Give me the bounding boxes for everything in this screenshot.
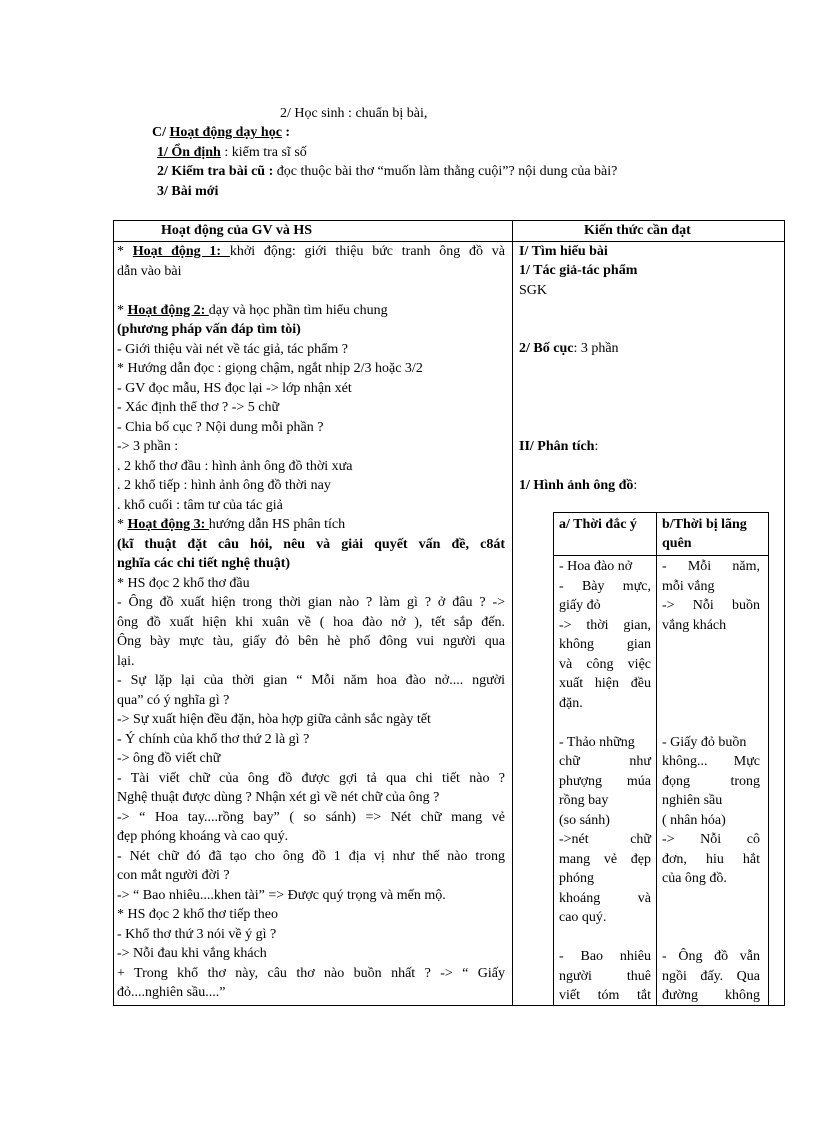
inner-table-header-divider: [553, 555, 769, 556]
left-line: -> “ Hoa tay....rồng bay” ( so sánh) => Nét chữ mang vẻ: [117, 809, 505, 825]
inner-b-line: - Mỗi năm,: [662, 559, 760, 574]
header-new-lesson: 3/ Bài mới: [157, 184, 219, 199]
inner-a-line: và công việc: [559, 656, 651, 672]
header-stabilize-label: 1/ Ổn định: [157, 145, 221, 160]
left-line: - Ý chính của khổ thơ thứ 2 là gì ?: [117, 731, 310, 747]
inner-a-line: ->nét chữ: [559, 832, 651, 847]
header-activities-suffix: :: [281, 125, 291, 140]
inner-b-line: đường không: [662, 988, 760, 1003]
inner-b-line: mỗi vắng: [662, 578, 715, 594]
left-line: -> ông đồ viết chữ: [117, 751, 221, 766]
right-structure: [519, 341, 619, 357]
left-line: * HS đọc 2 khổ thơ tiếp theo: [117, 907, 278, 922]
header-stabilize-text: : kiểm tra sĩ số: [220, 145, 307, 160]
left-line: nghĩa các chi tiết nghệ thuật): [117, 556, 291, 571]
inner-a-line: giấy đỏ: [559, 598, 601, 613]
left-line: . 2 khổ thơ đầu : hình ảnh ông đồ thời xưa: [117, 458, 353, 474]
right-structure-label: 2/ Bố cục: [519, 341, 574, 356]
inner-b-line: của ông đồ.: [662, 871, 727, 886]
left-line: Ông bày mực tàu, giấy đỏ bên hè phố đông vui người qua: [117, 634, 505, 649]
right-image-of-scholar: [519, 478, 637, 494]
left-line: đẹp phóng khoáng và cao quý.: [117, 829, 289, 844]
inner-b-line: đọng trong: [662, 773, 760, 789]
left-line: * Hoạt động 1: khởi động: giới thiệu bức tranh ông đồ và: [117, 244, 506, 259]
inner-b-line: không... Mực: [662, 754, 760, 769]
left-line: * Hướng dẫn đọc : giọng chậm, ngắt nhịp 2/3 hoặc 3/2: [117, 361, 423, 376]
left-line: -> “ Bao nhiêu....khen tài” => Được quý trọng và mến mộ.: [117, 887, 446, 903]
left-line: + Trong khổ thơ này, câu thơ nào buồn nhất ? -> “ Giấy: [117, 965, 505, 981]
right-analysis-colon: :: [594, 439, 599, 454]
right-image-colon: :: [633, 478, 638, 493]
left-line: (phương pháp vấn đáp tìm tòi): [117, 322, 301, 337]
header-activities-prefix: C/: [152, 125, 170, 140]
inner-a-line: mang vẻ đẹp: [559, 851, 651, 867]
left-line: * Hoạt động 2: dạy và học phần tìm hiểu chung: [117, 302, 388, 318]
inner-table-bottom: [553, 1005, 769, 1006]
inner-a-line: -> thời gian,: [559, 617, 651, 633]
inner-b-line: - Ông đồ vẫn: [662, 949, 760, 964]
left-line: dẫn vào bài: [117, 263, 182, 279]
inner-a-line: người thuê: [559, 968, 651, 984]
header-check-old-lesson: [157, 164, 617, 180]
header-check-text: đọc thuộc bài thơ “muốn làm thằng cuội”? nội dung của bài?: [273, 164, 618, 179]
table-header-right: Kiến thức cần đạt: [584, 223, 691, 238]
left-line: đỏ....nghiên sầu....”: [117, 985, 226, 1000]
inner-a-line: viết tóm tắt: [559, 988, 651, 1003]
left-line: con mắt người đời ?: [117, 868, 230, 883]
inner-table-right: [768, 512, 769, 1006]
header-stabilize: [157, 145, 307, 161]
left-line: - Sự lặp lại của thời gian “ Mỗi năm hoa đào nở.... người: [117, 673, 505, 688]
left-line: -> 3 phần :: [117, 439, 179, 454]
inner-table-left: [553, 512, 554, 1006]
right-sgk: SGK: [519, 283, 548, 298]
inner-table-divider: [656, 512, 657, 1006]
inner-b-line: -> Nỗi buồn: [662, 598, 760, 613]
header-activities-title: [152, 125, 290, 141]
left-line: ông đồ xuất hiện khi xuân về ( hoa đào nở ), tết sắp đến.: [117, 614, 505, 630]
left-line: -> Nỗi đau khi vắng khách: [117, 946, 267, 961]
inner-b-line: ( nhân hóa): [662, 812, 726, 828]
inner-b-line: đơn, hiu hắt: [662, 851, 760, 867]
inner-a-line: - Hoa đào nở: [559, 559, 633, 574]
inner-a-line: không gian: [559, 637, 651, 652]
inner-b-line: -> Nỗi cô: [662, 832, 760, 847]
left-line: - Nét chữ đó đã tạo cho ông đồ 1 địa vị như thế nào trong: [117, 848, 505, 864]
left-line: * HS đọc 2 khổ thơ đầu: [117, 575, 250, 591]
inner-a-line: khoáng và: [559, 890, 651, 906]
inner-a-line: phóng: [559, 871, 594, 886]
left-line: - Chia bố cục ? Nội dung mỗi phần ?: [117, 419, 324, 435]
left-line: - Xác định thể thơ ? -> 5 chữ: [117, 400, 280, 415]
header-check-label: 2/ Kiểm tra bài cũ :: [157, 164, 274, 179]
inner-header-forgotten-1: b/Thời bị lãng: [662, 517, 747, 532]
inner-b-line: nghiên sầu: [662, 793, 723, 808]
left-line: - Khổ thơ thứ 3 nói về ý gì ?: [117, 926, 277, 942]
inner-a-line: - Bày mực,: [559, 578, 651, 594]
inner-a-line: xuất hiện đều: [559, 676, 651, 691]
left-line: (kĩ thuật đặt câu hỏi, nêu và giải quyết vấn đề, c8át: [117, 536, 505, 552]
left-line: - Ông đồ xuất hiện trong thời gian nào ? làm gì ? ở đâu ? ->: [117, 595, 505, 610]
inner-header-forgotten-2: quên: [662, 536, 692, 551]
inner-a-line: (so sánh): [559, 812, 610, 828]
right-image-label: 1/ Hình ảnh ông đồ: [519, 478, 634, 493]
right-structure-text: : 3 phần: [573, 341, 619, 356]
table-right-border: [784, 220, 785, 1006]
inner-b-line: ngồi đấy. Qua: [662, 968, 760, 984]
right-analysis-label: II/ Phân tích: [519, 439, 595, 454]
left-line: - Tài viết chữ của ông đồ được gợi tả qua chi tiết nào ?: [117, 770, 505, 786]
left-line: -> Sự xuất hiện đều đặn, hòa hợp giữa cảnh sắc ngày tết: [117, 712, 431, 727]
right-analysis: [519, 439, 598, 455]
right-author-work: 1/ Tác giả-tác phẩm: [519, 263, 638, 278]
left-line: lại.: [117, 653, 135, 669]
inner-a-line: cao quý.: [559, 910, 607, 925]
header-activities-label: Hoạt động dạy học: [169, 125, 282, 140]
inner-a-line: rồng bay: [559, 793, 609, 808]
inner-b-line: - Giấy đỏ buồn: [662, 734, 747, 750]
right-section-research: I/ Tìm hiểu bài: [519, 244, 608, 259]
left-line: qua” có ý nghĩa gì ?: [117, 692, 230, 708]
table-header-left: Hoạt động của GV và HS: [161, 223, 313, 238]
left-line: - GV đọc mẫu, HS đọc lại -> lớp nhận xét: [117, 380, 352, 396]
inner-a-line: đặn.: [559, 695, 583, 711]
inner-header-glory: a/ Thời đắc ý: [559, 517, 637, 532]
left-line: * Hoạt động 3: hướng dẫn HS phân tích: [117, 517, 346, 532]
inner-a-line: phượng múa: [559, 773, 651, 789]
inner-a-line: chữ như: [559, 754, 651, 769]
header-student-prep: 2/ Học sinh : chuẩn bị bài,: [280, 106, 428, 121]
left-line: - Giới thiệu vài nét về tác giả, tác phẩm ?: [117, 341, 348, 357]
table-left-border: [113, 220, 114, 1006]
left-line: Nghệ thuật được dùng ? Nhận xét gì về nét chữ của ông ?: [117, 790, 440, 805]
table-top-border: [113, 220, 785, 221]
left-line: . khổ cuối : tâm tư của tác giả: [117, 497, 283, 513]
inner-table-top: [553, 512, 769, 513]
table-column-divider: [512, 220, 513, 1006]
inner-a-line: - Thảo những: [559, 734, 635, 750]
inner-b-line: vắng khách: [662, 617, 727, 633]
left-line: . 2 khổ tiếp : hình ảnh ông đồ thời nay: [117, 478, 331, 493]
inner-a-line: - Bao nhiêu: [559, 949, 651, 964]
